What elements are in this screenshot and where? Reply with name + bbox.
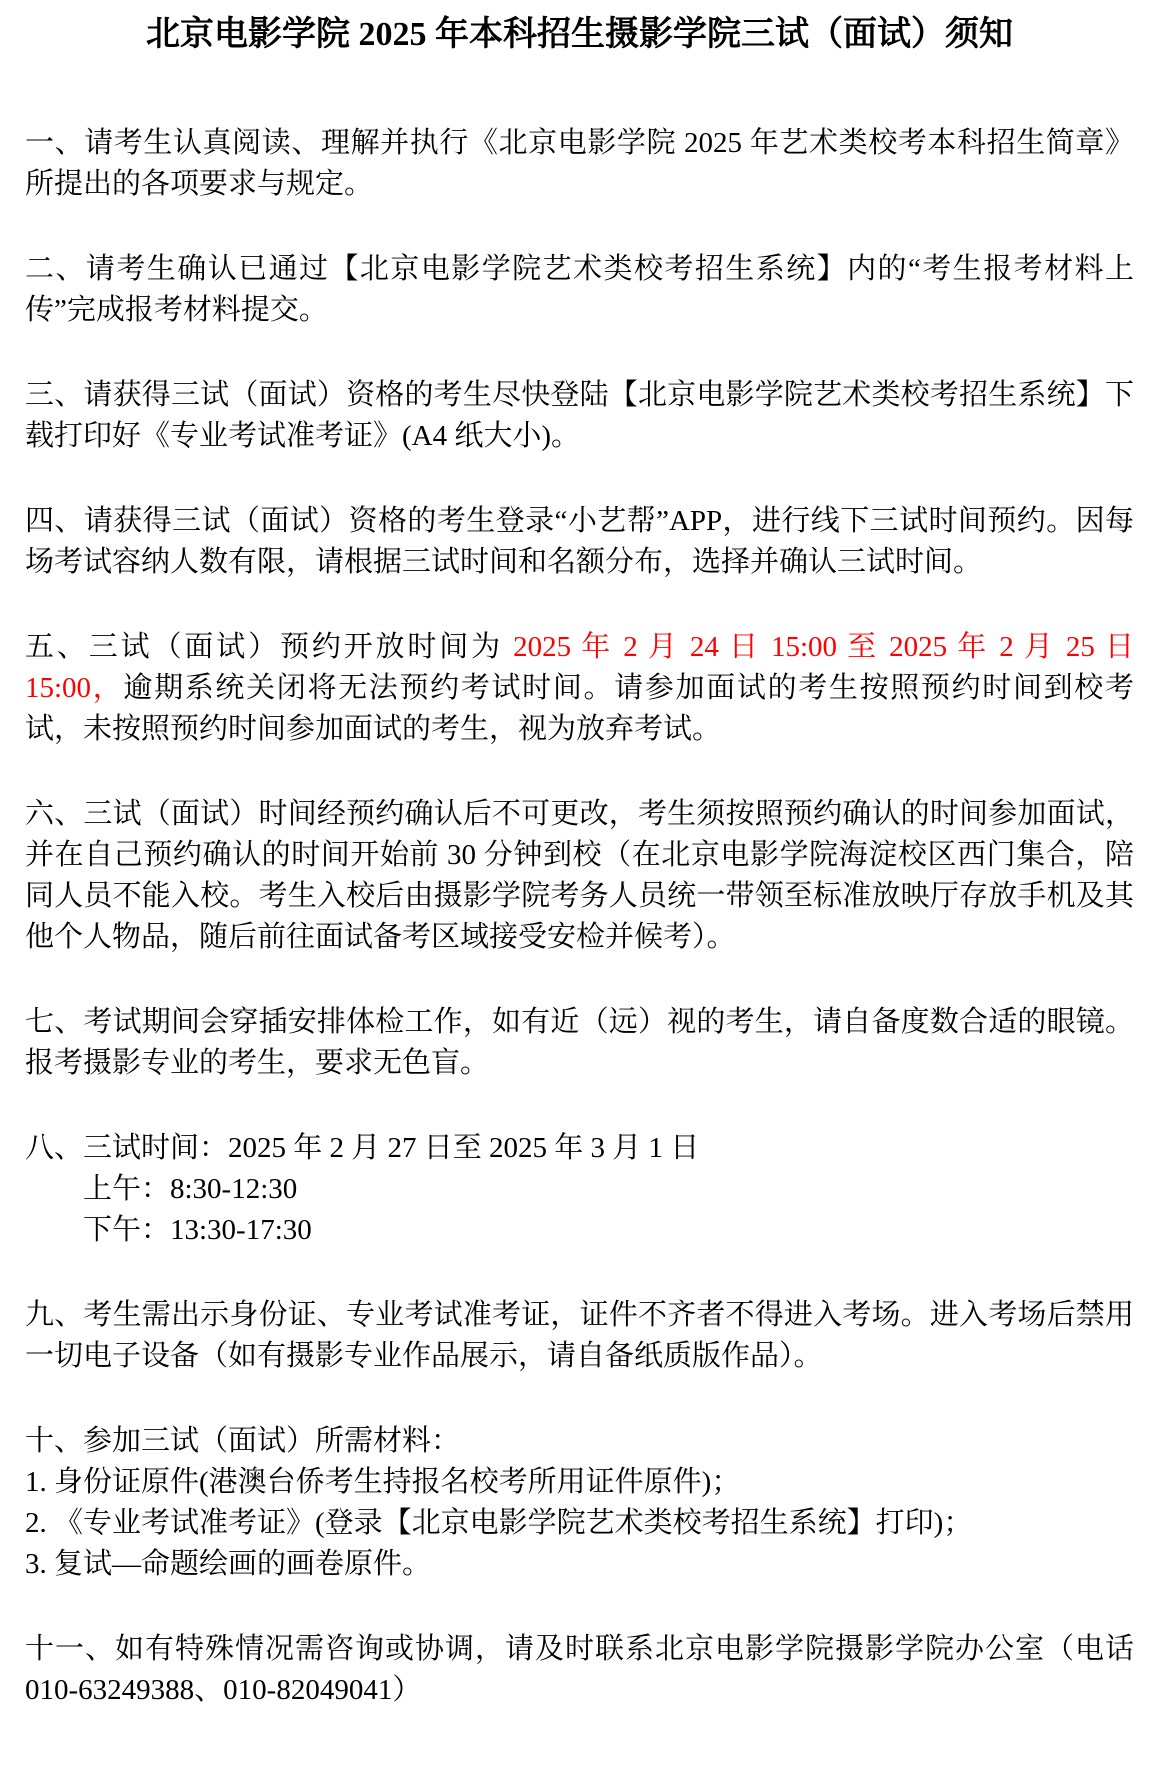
- notice-item-8-exam-dates: 八、三试时间：2025 年 2 月 27 日至 2025 年 3 月 1 日: [25, 1131, 700, 1164]
- notice-item-5: [25, 627, 1134, 750]
- document-title: 北京电影学院 2025 年本科招生摄影学院三试（面试）须知: [146, 16, 1013, 53]
- notice-item-4: 四、请获得三试（面试）资格的考生登录“小艺帮”APP，进行线下三试时间预约。因每场考试容纳人数有限，请根据三试时间和名额分布，选择并确认三试时间。: [25, 504, 1134, 578]
- notice-item-10-material-1: 1. 身份证原件(港澳台侨考生持报名校考所用证件原件)；: [25, 1465, 741, 1498]
- notice-item-2: 二、请考生确认已通过【北京电影学院艺术类校考招生系统】内的“考生报考材料上传”完成报考材料提交。: [25, 252, 1134, 326]
- notice-item-8-afternoon-session: 下午：13:30-17:30: [83, 1213, 312, 1246]
- notice-item-5-suffix: 逾期系统关闭将无法预约考试时间。请参加面试的考生按照预约时间到校考试，未按照预约时间参加面试的考生，视为放弃考试。: [25, 671, 1134, 745]
- notice-item-10-header: 十、参加三试（面试）所需材料：: [25, 1424, 461, 1457]
- notice-item-1: 一、请考生认真阅读、理解并执行《北京电影学院 2025 年艺术类校考本科招生简章》所提出的各项要求与规定。: [25, 126, 1134, 200]
- notice-item-6: 六、三试（面试）时间经预约确认后不可更改，考生须按照预约确认的时间参加面试，并在自己预约确认的时间开始前 30 分钟到校（在北京电影学院海淀校区西门集合，陪同人员不能入校。考生入校后由摄影学院考务人员统一带领至标准放映厅存放手机及其他个人物品，随后前往面试备考区域接受安检并候考）。: [25, 797, 1134, 953]
- notice-item-5-prefix: 五、三试（面试）预约开放时间为: [25, 630, 514, 663]
- notice-item-10-material-3: 3. 复试—命题绘画的画卷原件。: [25, 1547, 432, 1580]
- notice-item-8: [25, 1128, 1134, 1251]
- notice-item-7: 七、考试期间会穿插安排体检工作，如有近（远）视的考生，请自备度数合适的眼镜。报考摄影专业的考生，要求无色盲。: [25, 1005, 1134, 1079]
- notice-item-3: 三、请获得三试（面试）资格的考生尽快登陆【北京电影学院艺术类校考招生系统】下载打印好《专业考试准考证》(A4 纸大小)。: [25, 378, 1134, 452]
- notice-item-10-material-2: 2. 《专业考试准考证》(登录【北京电影学院艺术类校考招生系统】打印)；: [25, 1506, 973, 1539]
- notice-item-8-morning-session: 上午：8:30-12:30: [83, 1172, 298, 1205]
- notice-item-5-reservation-dates: 2025 年 2 月 24 日 15:00 至 2025 年 2 月 25 日 15:00，: [25, 630, 1134, 704]
- notice-item-9: 九、考生需出示身份证、专业考试准考证，证件不齐者不得进入考场。进入考场后禁用一切电子设备（如有摄影专业作品展示，请自备纸质版作品）。: [25, 1298, 1134, 1372]
- notice-item-11: 十一、如有特殊情况需咨询或协调，请及时联系北京电影学院摄影学院办公室（电话 010-63249388、010-82049041）: [25, 1632, 1134, 1706]
- notice-item-10: [25, 1421, 1134, 1585]
